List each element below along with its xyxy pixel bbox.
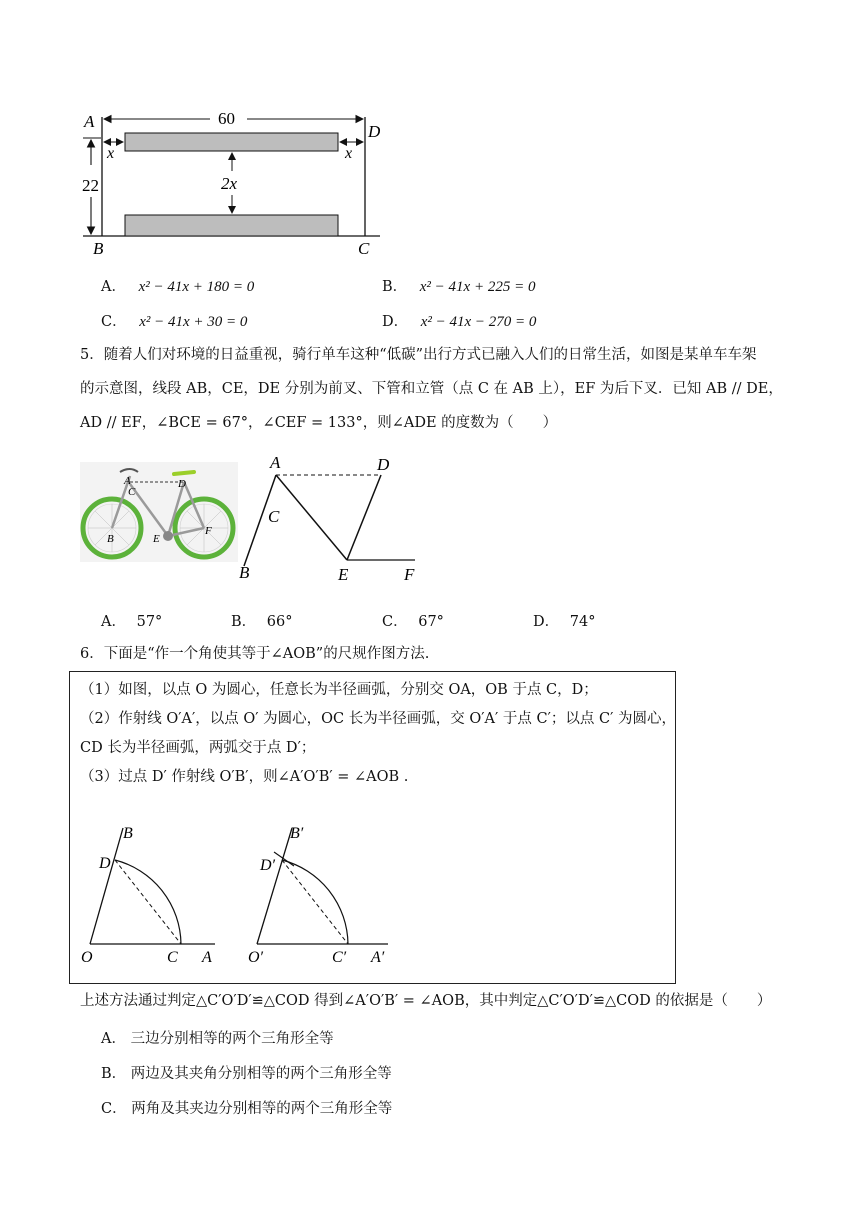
point-d-label: D <box>368 122 381 141</box>
fig2-label-d-prime: D′ <box>260 857 276 874</box>
q4-option-c[interactable] <box>101 310 247 331</box>
fig1-label-d: D <box>99 855 111 872</box>
point-b-label: B <box>93 239 104 258</box>
option-text: 三边分别相等的两个三角形全等 <box>130 1031 334 1047</box>
q6-step-3: （3）过点 D′ 作射线 O′B′，则∠A′O′B′ = ∠AOB . <box>80 769 409 785</box>
option-letter: A． <box>101 1031 126 1047</box>
option-text: 两边及其夹角分别相等的两个三角形全等 <box>130 1066 392 1082</box>
option-letter: A． <box>101 279 126 295</box>
garden-rectangle-diagram <box>75 105 395 260</box>
q5-option-b[interactable] <box>231 610 292 631</box>
option-value: 57° <box>136 614 163 630</box>
option-expression: x² − 41x + 180 = 0 <box>138 279 255 295</box>
photo-label-f: F <box>205 525 212 537</box>
diagram-label-f: F <box>404 565 415 584</box>
option-expression: x² − 41x + 30 = 0 <box>139 314 248 330</box>
fig1-label-o: O <box>81 949 93 966</box>
option-letter: A． <box>101 614 126 630</box>
fig1-label-a: A <box>202 949 212 966</box>
height-22-label: 22 <box>82 176 99 195</box>
option-letter: B． <box>231 614 257 630</box>
fig2-label-b-prime: B′ <box>290 825 304 842</box>
q5-option-a[interactable] <box>101 610 162 631</box>
point-a-label: A <box>84 112 95 131</box>
q6-question: 上述方法通过判定△C′O′D′≌△COD 得到∠A′O′B′ = ∠AOB，其中判定△C′O′D′≌△COD 的依据是（ ） <box>80 993 772 1009</box>
photo-label-e: E <box>153 533 160 545</box>
photo-label-d: D <box>178 478 186 490</box>
option-letter: D． <box>382 314 409 330</box>
option-expression: x² − 41x − 270 = 0 <box>420 314 537 330</box>
angle-a-prime-o-prime-b-prime-figure <box>240 820 400 970</box>
option-letter: C． <box>101 314 127 330</box>
gap-x-left-label: x <box>107 145 115 162</box>
photo-label-c: C <box>128 486 136 498</box>
gap-2x-label: 2x <box>221 174 238 193</box>
option-value: 67° <box>418 614 444 630</box>
diagram-label-b: B <box>239 563 250 582</box>
option-letter: C． <box>101 1101 127 1117</box>
q6-step-2b: CD 长为半径画弧，两弧交于点 D′； <box>80 740 316 756</box>
q4-option-d[interactable] <box>382 310 536 331</box>
option-letter: D． <box>533 614 560 630</box>
q5-option-c[interactable] <box>382 610 444 631</box>
bicycle-frame-schematic <box>232 448 432 588</box>
q5-stem-line-1: 5．随着人们对环境的日益重视，骑行单车这种“低碳”出行方式已融入人们的日常生活，如图是某单车车架 <box>80 347 757 363</box>
q6-option-b[interactable] <box>101 1062 392 1083</box>
fig1-label-c: C <box>167 949 178 966</box>
fig2-label-o-prime: O′ <box>248 949 264 966</box>
diagram-label-e: E <box>338 565 349 584</box>
q4-option-b[interactable] <box>382 275 535 296</box>
diagram-label-c: C <box>268 507 280 526</box>
q5-stem-line-3: AD // EF，∠BCE = 67°，∠CEF = 133°，则∠ADE 的度数为（ ） <box>80 415 558 431</box>
option-text: 两角及其夹边分别相等的两个三角形全等 <box>131 1101 393 1117</box>
q6-option-c[interactable] <box>101 1097 392 1118</box>
q6-option-a[interactable] <box>101 1027 334 1048</box>
bicycle-photo <box>80 462 238 562</box>
photo-label-a: A <box>124 475 131 487</box>
fig1-label-b: B <box>123 825 133 842</box>
option-letter: C． <box>382 614 408 630</box>
option-letter: B． <box>382 279 408 295</box>
q4-option-a[interactable] <box>101 275 254 296</box>
option-value: 74° <box>569 614 596 630</box>
gap-x-right-label: x <box>345 145 353 162</box>
photo-label-b: B <box>107 533 114 545</box>
fig2-label-c-prime: C′ <box>332 949 347 966</box>
fig2-label-a-prime: A′ <box>371 949 385 966</box>
q6-title: 6．下面是“作一个角使其等于∠AOB”的尺规作图方法. <box>80 646 430 662</box>
point-c-label: C <box>358 239 370 258</box>
length-60-label: 60 <box>218 109 235 128</box>
option-letter: B． <box>101 1066 127 1082</box>
q6-step-2a: （2）作射线 O′A′，以点 O′ 为圆心，OC 长为半径画弧，交 O′A′ 于点 C′；以点 C′ 为圆心， <box>80 711 677 727</box>
angle-aob-figure <box>75 820 225 970</box>
diagram-label-a: A <box>270 453 281 472</box>
option-expression: x² − 41x + 225 = 0 <box>419 279 536 295</box>
option-value: 66° <box>266 614 293 630</box>
q5-option-d[interactable] <box>533 610 595 631</box>
diagram-label-d: D <box>377 455 390 474</box>
q6-step-1: （1）如图，以点 O 为圆心，任意长为半径画弧，分别交 OA，OB 于点 C，D； <box>80 682 598 698</box>
q5-stem-line-2: 的示意图，线段 AB，CE，DE 分别为前叉、下管和立管（点 C 在 AB 上），EF 为后下叉．已知 AB // DE， <box>80 381 783 397</box>
